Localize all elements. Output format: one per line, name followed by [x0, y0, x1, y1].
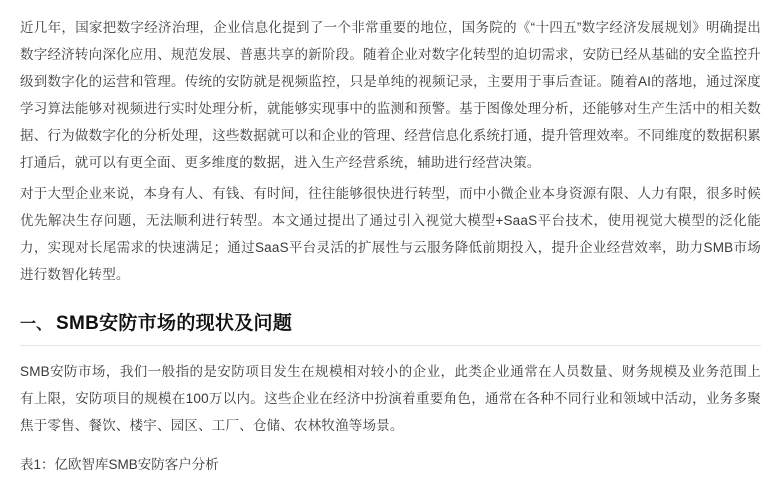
body-paragraph-2: 对于大型企业来说，本身有人、有钱、有时间，往往能够很快进行转型，而中小微企业本身资源有限、人力有限，很多时候优先解决生存问题，无法顺利进行转型。本文通过提出了通过引入视觉大模型+SaaS平台技术，使用视觉大模型的泛化能力，实现对长尾需求的快速满足；通过SaaS平台灵活的扩展性与云服务降低前期投入，提升企业经营效率，助力SMB市场进行数智化转型。 — [20, 186, 761, 282]
section-heading — [20, 308, 761, 335]
section-paragraph: SMB安防市场，我们一般指的是安防项目发生在规模相对较小的企业，此类企业通常在人员数量、财务规模及业务范围上有上限，安防项目的规模在100万以内。这些企业在经济中扮演着重要角色，通常在各种不同行业和领域中活动，业务多聚焦于零售、餐饮、楼宇、园区、工厂、仓储、农林牧渔等场景。 — [20, 364, 761, 433]
body-paragraph-1: 近几年，国家把数字经济治理，企业信息化提到了一个非常重要的地位，国务院的《“十四五”数字经济发展规划》明确提出数字经济转向深化应用、规范发展、普惠共享的新阶段。随着企业对数字化转型的迫切需求，安防已经从基础的安全监控升级到数字化的运营和管理。传统的安防就是视频监控，只是单纯的视频记录，主要用于事后查证。随着AI的落地，通过深度学习算法能够对视频进行实时处理分析，就能够实现事中的监测和预警。基于图像处理分析，还能够对生产生活中的相关数据、行为做数字化的分析处理，这些数据就可以和企业的管理、经营信息化系统打通，提升管理效率。不同维度的数据积累打通后，就可以有更全面、更多维度的数据，进入生产经营系统，辅助进行经营决策。 — [20, 20, 761, 170]
section-title: SMB安防市场的现状及问题 — [56, 313, 293, 334]
table-caption: 表1：亿欧智库SMB安防客户分析 — [20, 457, 219, 472]
section-number: 一、 — [20, 316, 53, 333]
section-divider — [20, 345, 761, 346]
